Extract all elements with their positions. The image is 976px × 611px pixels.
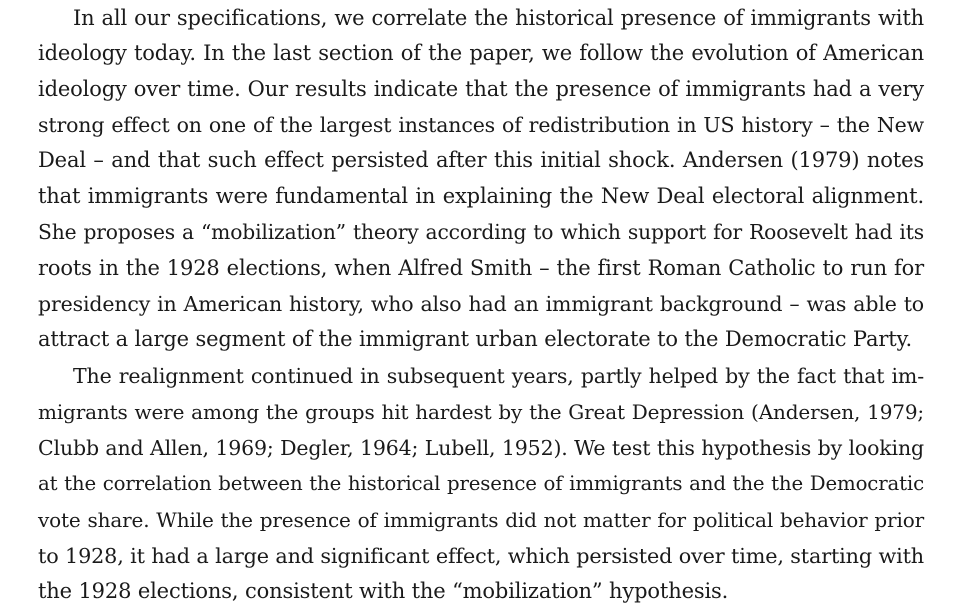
text-line: to 1928, it had a large and significant effect, which persisted over time, starting with [38,544,924,568]
text-line: that immigrants were fundamental in explaining the New Deal electoral alignment. [38,184,924,208]
text-line: roots in the 1928 elections, when Alfred Smith – the first Roman Catholic to run for [38,256,924,280]
text-line: The realignment continued in subsequent years, partly helped by the fact that im- [73,364,924,388]
text-line: Deal – and that such effect persisted after this initial shock. Andersen (1979) notes [38,148,924,172]
text-line: presidency in American history, who also had an immigrant background – was able to [38,292,924,316]
text-line: vote share. While the presence of immigrants did not matter for political behavior prior [38,508,924,532]
text-line: ideology today. In the last section of the paper, we follow the evolution of American [38,41,924,65]
text-line: She proposes a “mobilization” theory according to which support for Roosevelt had its [38,220,924,244]
text-line: at the correlation between the historical presence of immigrants and the the Democratic [38,472,924,495]
text-line: Clubb and Allen, 1969; Degler, 1964; Lubell, 1952). We test this hypothesis by looking [38,436,924,460]
text-line: In all our specifications, we correlate the historical presence of immigrants with [73,6,924,30]
text-line: migrants were among the groups hit hardest by the Great Depression (Andersen, 1979; [38,400,924,424]
text-line: attract a large segment of the immigrant urban electorate to the Democratic Party. [38,327,912,351]
text-line: the 1928 elections, consistent with the “mobilization” hypothesis. [38,579,729,603]
text-line: strong effect on one of the largest instances of redistribution in US history – the New [38,113,924,137]
text-line: ideology over time. Our results indicate that the presence of immigrants had a very [38,77,924,101]
